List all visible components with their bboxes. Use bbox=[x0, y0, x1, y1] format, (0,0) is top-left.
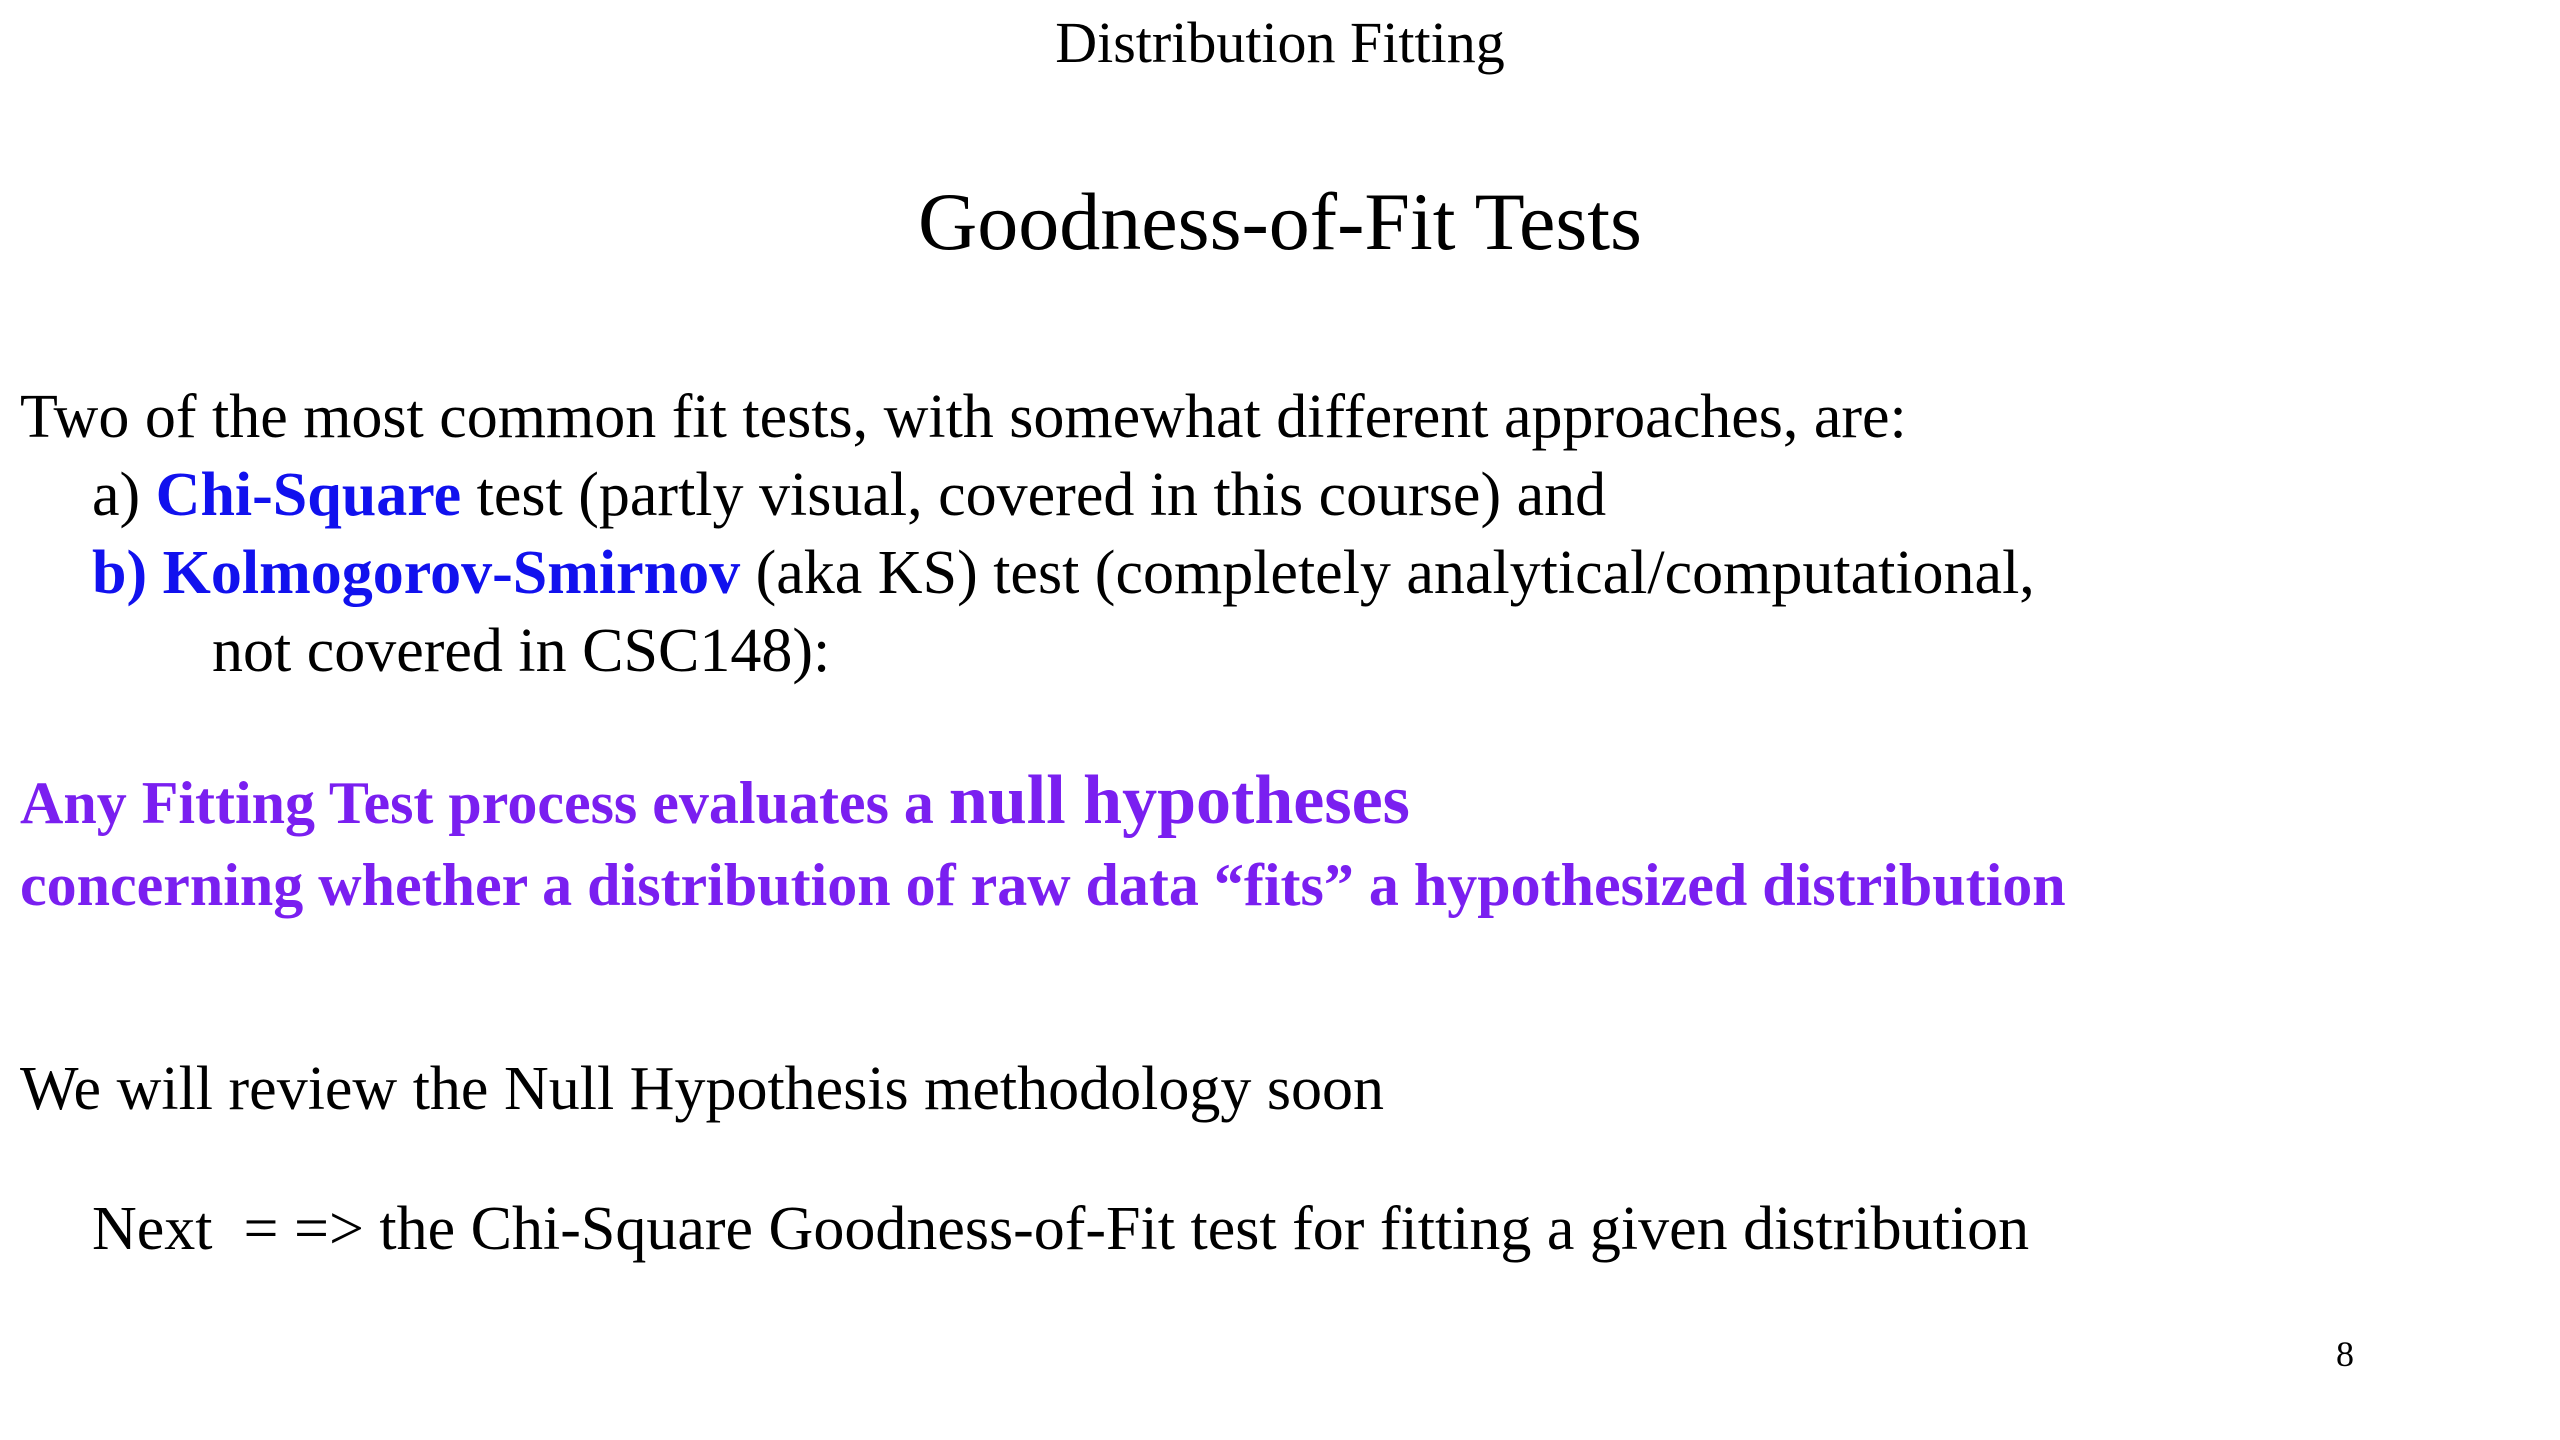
highlight-line-1 bbox=[20, 762, 1410, 842]
highlight-null-hypotheses: null hypotheses bbox=[948, 762, 1410, 839]
item-a-rest: test (partly visual, covered in this course) and bbox=[461, 461, 1607, 529]
highlight-prefix: Any Fitting Test process evaluates a bbox=[20, 770, 949, 836]
review-text: We will review the Null Hypothesis methodology soon bbox=[20, 1055, 1384, 1123]
item-a bbox=[92, 456, 1606, 534]
slide-title: Goodness-of-Fit Tests bbox=[918, 176, 1642, 267]
item-b-name: b) Kolmogorov-Smirnov bbox=[92, 539, 741, 607]
intro-text: Two of the most common fit tests, with somewhat different approaches, are: bbox=[20, 383, 1907, 451]
item-b-rest: (aka KS) test (completely analytical/computational, bbox=[740, 539, 2035, 607]
slide-header: Distribution Fitting bbox=[1055, 10, 1505, 75]
item-a-name: Chi-Square bbox=[155, 461, 462, 529]
next-text: Next = => the Chi-Square Goodness-of-Fit test for fitting a given distribution bbox=[92, 1195, 2030, 1263]
item-b bbox=[92, 534, 2035, 612]
item-a-prefix: a) bbox=[92, 461, 156, 529]
page-number: 8 bbox=[2336, 1334, 2354, 1374]
item-b-continuation: not covered in CSC148): bbox=[212, 617, 831, 685]
highlight-line-2: concerning whether a distribution of raw data “fits” a hypothesized distribution bbox=[20, 852, 2066, 918]
